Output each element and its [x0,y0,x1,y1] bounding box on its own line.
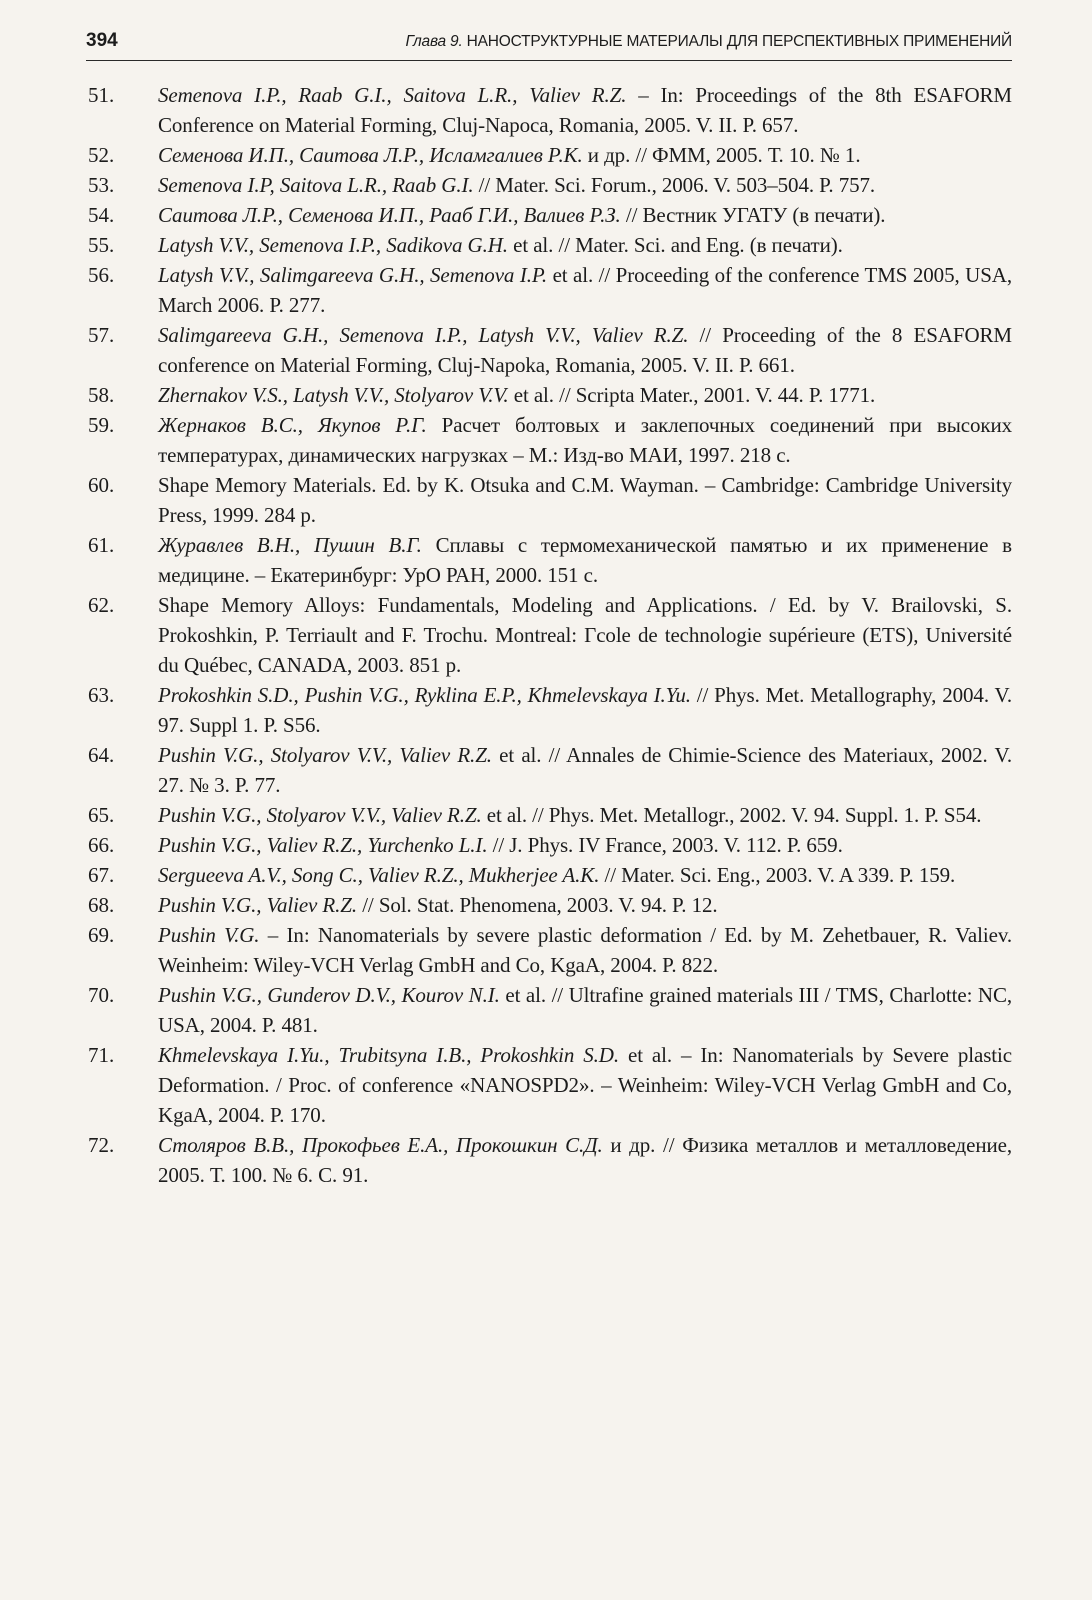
reference-text [158,230,1012,260]
reference-number: 63. [88,683,115,707]
reference-authors: Журавлев В.Н., Пушин В.Г. [158,533,422,557]
reference-authors: Саитова Л.Р., Семенова И.П., Рааб Г.И., Валиев Р.З. [158,203,621,227]
reference-details: – In: Proceedings of the 8th ESAFORM Conference on Material Forming, Cluj-Napoca, Romania, 2005. V. II. P. 657. [158,83,1012,137]
chapter-label: Глава 9. [405,33,463,50]
reference-details: // Вестник УГАТУ (в печати). [620,203,886,227]
reference-item [88,680,1012,740]
reference-item [88,320,1012,380]
reference-number: 66. [88,833,115,857]
reference-text [158,590,1012,680]
reference-number: 59. [88,413,115,437]
reference-item [88,860,1012,890]
reference-item [88,530,1012,590]
reference-number: 56. [88,263,115,287]
reference-number: 65. [88,803,115,827]
reference-number: 70. [88,983,115,1007]
reference-item [88,890,1012,920]
reference-text [158,80,1012,140]
reference-number: 64. [88,743,115,767]
reference-number: 52. [88,143,115,167]
page-header [86,26,1012,61]
reference-number: 72. [88,1133,115,1157]
reference-authors: Pushin V.G., Stolyarov V.V., Valiev R.Z. [158,743,492,767]
reference-text [158,140,1012,170]
reference-item [88,410,1012,470]
reference-text [158,170,1012,200]
reference-authors: Semenova I.P., Raab G.I., Saitova L.R., Valiev R.Z. [158,83,627,107]
reference-text [158,680,1012,740]
reference-item [88,1130,1012,1190]
reference-details: – In: Nanomaterials by severe plastic deformation / Ed. by M. Zehetbauer, R. Valiev. Weinheim: Wiley-VCH Verlag GmbH and Co, KgaA, 2004. P. 822. [158,923,1013,977]
reference-item [88,470,1012,530]
reference-item [88,800,1012,830]
reference-item [88,170,1012,200]
reference-item [88,980,1012,1040]
reference-item [88,140,1012,170]
reference-text [158,260,1012,320]
reference-authors: Жернаков В.С., Якупов Р.Г. [158,413,427,437]
reference-authors: Zhernakov V.S., Latysh V.V., Stolyarov V.V. [158,383,509,407]
reference-item [88,590,1012,680]
reference-item [88,200,1012,230]
reference-details: // Sol. Stat. Phenomena, 2003. V. 94. P. 12. [357,893,718,917]
reference-item [88,920,1012,980]
reference-text [158,740,1012,800]
reference-authors: Prokoshkin S.D., Pushin V.G., Ryklina E.P., Khmelevskaya I.Yu. [158,683,691,707]
reference-authors: Столяров В.В., Прокофьев Е.А., Прокошкин С.Д. [158,1133,603,1157]
reference-text [158,980,1012,1040]
reference-text [158,1040,1012,1130]
reference-details: Shape Memory Alloys: Fundamentals, Modeling and Applications. / Ed. by V. Brailovski, S. Prokoshkin, P. Terriault and F. Trochu. Montreal: Гcole de technologie supérieure (ETS), Université du Québec, CANADA, 2003. 851 p. [158,593,1012,677]
reference-authors: Pushin V.G., Gunderov D.V., Kourov N.I. [158,983,500,1007]
reference-authors: Salimgareeva G.H., Semenova I.P., Latysh V.V., Valiev R.Z. [158,323,689,347]
reference-details: и др. // ФММ, 2005. Т. 10. № 1. [582,143,861,167]
reference-number: 69. [88,923,115,947]
reference-text [158,830,1012,860]
reference-authors: Sergueeva A.V., Song C., Valiev R.Z., Mukherjee A.K. [158,863,600,887]
reference-number: 61. [88,533,115,557]
reference-number: 51. [88,83,115,107]
reference-text [158,410,1012,470]
reference-details: Сплавы с термомеханической памятью и их применение в медицине. – Екатеринбург: УрО РАН, 2000. 151 с. [158,533,1012,587]
reference-text [158,860,1012,890]
reference-text [158,890,1012,920]
reference-number: 67. [88,863,115,887]
reference-text [158,1130,1012,1190]
reference-item [88,80,1012,140]
reference-text [158,470,1012,530]
reference-authors: Latysh V.V., Semenova I.P., Sadikova G.H. [158,233,508,257]
reference-details: // J. Phys. IV France, 2003. V. 112. P. 659. [487,833,843,857]
reference-text [158,200,1012,230]
reference-text [158,530,1012,590]
reference-item [88,830,1012,860]
reference-number: 55. [88,233,115,257]
reference-details: // Mater. Sci. Eng., 2003. V. A 339. P. 159. [599,863,956,887]
reference-number: 71. [88,1043,115,1067]
reference-details: Расчет болтовых и заклепочных соединений при высоких температурах, динамических нагрузках – М.: Изд-во МАИ, 1997. 218 с. [158,413,1012,467]
reference-number: 58. [88,383,115,407]
reference-text [158,920,1012,980]
reference-authors: Pushin V.G. [158,923,260,947]
reference-details: et al. // Scripta Mater., 2001. V. 44. P. 1771. [508,383,876,407]
reference-details: // Proceeding of the 8 ESAFORM conference on Material Forming, Cluj-Napoka, Romania, 2005. V. II. P. 661. [158,323,1012,377]
reference-number: 60. [88,473,115,497]
reference-number: 62. [88,593,115,617]
reference-details: et al. // Proceeding of the conference TMS 2005, USA, March 2006. P. 277. [158,263,1012,317]
reference-item [88,230,1012,260]
reference-details: et al. // Mater. Sci. and Eng. (в печати). [507,233,843,257]
reference-details: и др. // Физика металлов и металловедение, 2005. Т. 100. № 6. С. 91. [158,1133,1012,1187]
reference-details: // Phys. Met. Metallography, 2004. V. 97. Suppl 1. P. S56. [158,683,1012,737]
reference-authors: Khmelevskaya I.Yu., Trubitsyna I.B., Prokoshkin S.D. [158,1043,619,1067]
reference-authors: Latysh V.V., Salimgareeva G.H., Semenova I.P. [158,263,548,287]
reference-number: 53. [88,173,115,197]
reference-item [88,380,1012,410]
reference-number: 54. [88,203,115,227]
reference-text [158,320,1012,380]
reference-item [88,740,1012,800]
reference-text [158,380,1012,410]
reference-number: 68. [88,893,115,917]
reference-details: et al. // Phys. Met. Metallogr., 2002. V. 94. Suppl. 1. P. S54. [481,803,982,827]
reference-authors: Pushin V.G., Valiev R.Z., Yurchenko L.I. [158,833,488,857]
reference-details: Shape Memory Materials. Ed. by K. Otsuka and C.M. Wayman. – Cambridge: Cambridge University Press, 1999. 284 p. [158,473,1012,527]
reference-list [88,80,1012,1190]
reference-details: et al. – In: Nanomaterials by Severe plastic Deformation. / Proc. of conference «NANOSPD2». – Weinheim: Wiley-VCH Verlag GmbH and Co, KgaA, 2004. P. 170. [158,1043,1012,1127]
reference-authors: Semenova I.P, Saitova L.R., Raab G.I. [158,173,474,197]
reference-number: 57. [88,323,115,347]
reference-item [88,260,1012,320]
reference-authors: Pushin V.G., Valiev R.Z. [158,893,358,917]
reference-details: // Mater. Sci. Forum., 2006. V. 503–504. P. 757. [473,173,876,197]
reference-authors: Pushin V.G., Stolyarov V.V., Valiev R.Z. [158,803,482,827]
reference-details: et al. // Annales de Chimie-Science des Materiaux, 2002. V. 27. № 3. P. 77. [158,743,1012,797]
reference-text [158,800,1012,830]
page-number: 394 [86,30,118,51]
reference-details: et al. // Ultrafine grained materials III / TMS, Charlotte: NC, USA, 2004. P. 481. [158,983,1013,1037]
reference-item [88,1040,1012,1130]
reference-authors: Семенова И.П., Саитова Л.Р., Исламгалиев Р.К. [158,143,583,167]
running-head [405,33,1012,51]
chapter-title: НАНОСТРУКТУРНЫЕ МАТЕРИАЛЫ ДЛЯ ПЕРСПЕКТИВНЫХ ПРИМЕНЕНИЙ [466,33,1012,50]
